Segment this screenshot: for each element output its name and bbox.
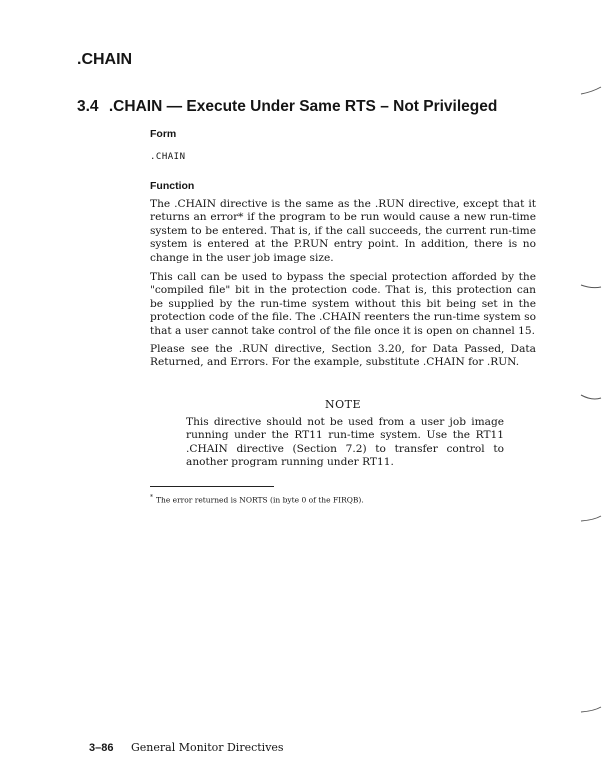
function-paragraph-3: Please see the .RUN directive, Section 3.20, for Data Passed, Data Returned, and Errors. For the example, substitute .CHAIN for .RUN.	[150, 343, 536, 369]
scan-edge-mark	[580, 705, 602, 715]
footnote-rule	[150, 486, 274, 487]
function-paragraph-2: This call can be used to bypass the special protection afforded by the "compiled file" bit in the protection code. That is, this protection can be supplied by the run-time system without this bit being set in the protection code of the file. The .CHAIN reenters the run-time system so that a user cannot take control of the file once it is open on channel 15.	[150, 271, 536, 337]
function-paragraph-1: The .CHAIN directive is the same as the .RUN directive, except that it returns an error* if the program to be run would cause a new run-time system to be entered. That is, if the call succeeds, the current run-time system is entered at the P.RUN entry point. In addition, there is no change in the user job image size.	[150, 198, 536, 264]
function-heading: Function	[150, 180, 195, 192]
scan-edge-mark	[580, 393, 602, 403]
scan-edge-mark	[580, 282, 602, 292]
page-footer	[89, 741, 284, 754]
form-heading: Form	[150, 128, 177, 140]
footnote-text: The error returned is NORTS (in byte 0 of the FIRQB).	[156, 495, 364, 505]
note-title: NOTE	[324, 398, 361, 411]
form-code: .CHAIN	[150, 152, 186, 162]
scan-edge-mark	[580, 514, 602, 524]
footnote	[150, 494, 364, 505]
footnote-marker: *	[150, 494, 153, 501]
footer-title: General Monitor Directives	[130, 741, 284, 754]
running-title: .CHAIN	[77, 51, 133, 68]
section-title	[77, 98, 497, 116]
section-title-text: .CHAIN — Execute Under Same RTS – Not Privileged	[108, 98, 498, 115]
section-number: 3.4	[77, 98, 99, 115]
scan-edge-mark	[580, 86, 602, 96]
page-number: 3–86	[89, 742, 114, 754]
note-text: This directive should not be used from a user job image running under the RT11 run-time system. Use the RT11 .CHAIN directive (Section 7.2) to transfer control to another program running under RT11.	[186, 416, 504, 469]
